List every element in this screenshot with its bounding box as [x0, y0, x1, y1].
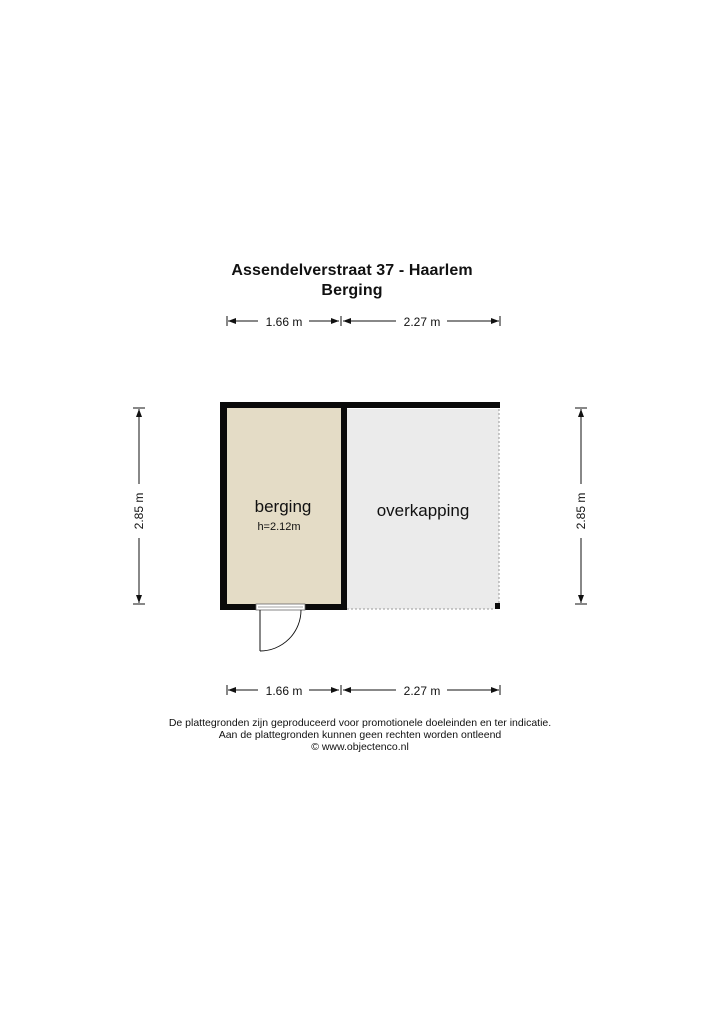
- page-title: Assendelverstraat 37 - Haarlem: [231, 262, 473, 279]
- room-label: berging: [254, 497, 312, 516]
- room-label: overkapping: [376, 501, 470, 520]
- door: [256, 604, 305, 651]
- room-overkapping: [347, 409, 500, 609]
- copyright-link[interactable]: © www.objectenco.nl: [311, 741, 409, 753]
- disclaimer-line: Aan de plattegronden kunnen geen rechten worden ontleend: [218, 729, 502, 741]
- room-height-label: h=2.12m: [257, 521, 301, 533]
- room-berging: [227, 408, 341, 604]
- dimension-bottom: [227, 684, 500, 698]
- dimension-label: 1.66 m: [265, 315, 303, 329]
- dimension-right: [574, 408, 588, 604]
- column-post: [495, 603, 500, 609]
- page-subtitle: Berging: [321, 282, 383, 299]
- dimension-left: [132, 408, 146, 604]
- disclaimer-line: De plattegronden zijn geproduceerd voor promotionele doeleinden en ter indicatie.: [168, 717, 552, 729]
- dimension-top: [227, 315, 500, 329]
- dimension-label: 2.27 m: [403, 315, 441, 329]
- dimension-label: 2.85 m: [132, 492, 146, 530]
- dimension-label: 2.85 m: [574, 492, 588, 530]
- dimension-label: 2.27 m: [403, 684, 441, 698]
- dimension-label: 1.66 m: [265, 684, 303, 698]
